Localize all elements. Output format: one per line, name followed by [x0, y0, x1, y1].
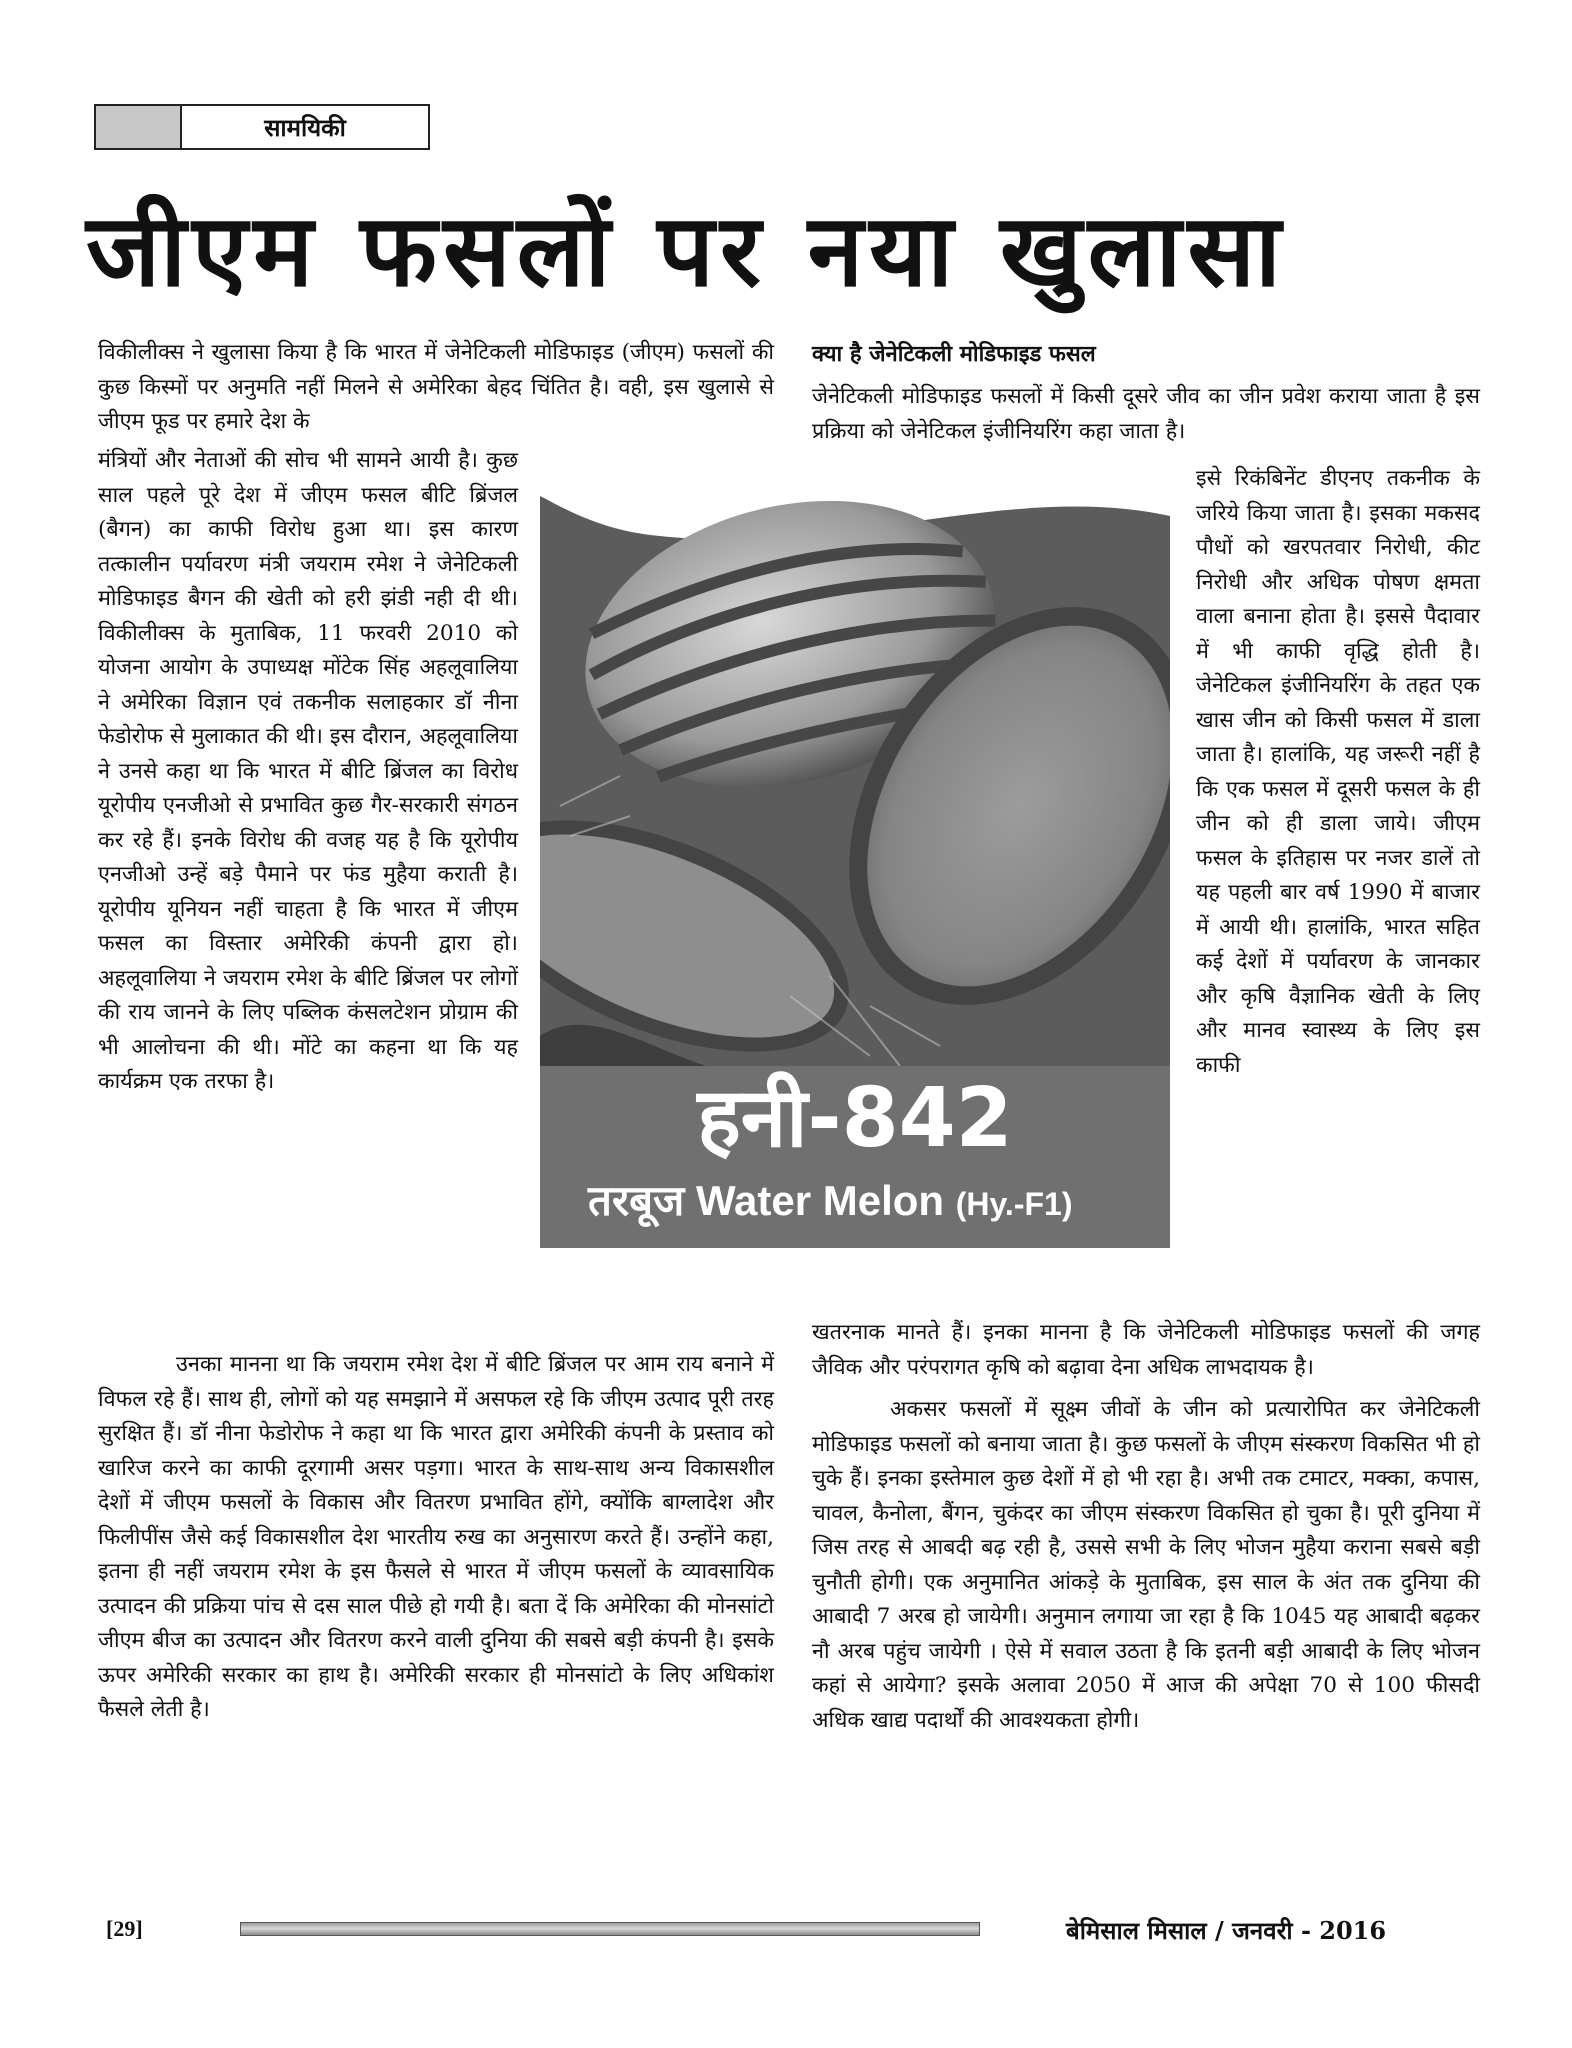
watermelon-photo	[540, 476, 1170, 1076]
left-column-top	[98, 336, 774, 440]
left-paragraph-bottom: उनका मानना था कि जयराम रमेश देश में बीटि ब्रिंजल पर आम राय बनाने में विफल रहे हैं। साथ ही, लोगों को यह समझाने में असफल रहे कि जीएम उत्पाद पूरी तरह सुरक्षित हैं। डॉ नीना फेडोरोफ ने कहा था कि भारत द्वारा अमेरिकी कंपनी के प्रस्ताव को खारिज करने का काफी दूरगामी असर पड़गा। भारत के साथ-साथ अन्य विकासशील देशों में जीएम फसलों के विकास और वितरण प्रभावित होंगे, क्योंकि बाग्लादेश और फिलीपींस जैसे कई विकासशील देश भारतीय रुख का अनुसारण करते हैं। उन्होंने कहा, इतना ही नहीं जयराम रमेश के इस फैसले से भारत में जीएम फसलों के व्यावसायिक उत्पादन की प्रक्रिया पांच से दस साल पीछे हो गयी है। बता दें कि अमेरिका की मोनसांटो जीएम बीज का उत्पादन और वितरण करने वाली दुनिया की सबसे बड़ी कंपनी है। इसके ऊपर अमेरिकी सरकार का हाथ है। अमेरिकी सरकार ही मोनसांटो के लिए अधिकांश फैसले लेती है।	[98, 1352, 774, 1722]
footer-rule	[240, 1922, 980, 1936]
right-column-top	[812, 380, 1480, 449]
right-paragraph-population: अकसर फसलों में सूक्ष्म जीवों के जीन को प्रत्यारोपित कर जेनेटिकली मोडिफाइड फसलों को बनाया जाता है। कुछ फसलों के जीएम संस्करण विकसित भी हो चुके हैं। इनका इस्तेमाल कुछ देशों में हो भी रहा है। अभी तक टमाटर, मक्का, कपास, चावल, कैनोला, बैंगन, चुकंदर का जीएम संस्करण विकसित हो चुका है। पूरी दुनिया में जिस तरह से आबदी बढ़ रही है, उससे सभी के लिए भोजन मुहैया कराना सबसे बड़ी चुनौती होगी। एक अनुमानित आंकड़े के मुताबिक, इस साल के अंत तक दुनिया की आबादी 7 अरब हो जायेगी। अनुमान लगाया जा रहा है कि 1045 यह आबादी बढ़कर नौ अरब पहुंच जायेगी । ऐसे में सवाल उठता है कि इतनी बड़ी आबादी के लिए भोजन कहां से आयेगा? इसके अलावा 2050 में आज की अपेक्षा 70 से 100 फीसदी अधिक खाद्य पदार्थों की आवश्यकता होगी।	[812, 1397, 1480, 1733]
page-number: [29]	[106, 1916, 143, 1941]
left-paragraph-wrap: मंत्रियों और नेताओं की सोच भी सामने आयी है। कुछ साल पहले पूरे देश में जीएम फसल बीटि ब्रिंजल (बैगन) का काफी विरोध हुआ था। इस कारण तत्कालीन पर्यावरण मंत्री जयराम रमेश ने जेनेटिकली मोडिफाइड बैगन की खेती को हरी झंडी नही दी थी। विकीलीक्स के मुताबिक, 11 फरवरी 2010 को योजना आयोग के उपाध्यक्ष मोंटेक सिंह अहलूवालिया ने अमेरिका विज्ञान एवं तकनीक सलाहकार डॉ नीना फेडोरोफ से मुलाकात की थी। इस दौरान, अहलूवालिया ने उनसे कहा था कि भारत में बीटि ब्रिंजल का विरोध यूरोपीय एनजीओ से प्रभावित कुछ गैर-सरकारी संगठन कर रहे हैं। इनके विरोध की वजह यह है कि यूरोपीय एनजीओ उन्हें बड़े पैमाने पर फंड मुहैया कराती है। यूरोपीय यूनियन नहीं चाहता है कि भारत में जीएम फसल का विस्तार अमेरिकी कंपनी द्वारा हो। अहलूवालिया ने जयराम रमेश के बीटि ब्रिंजल पर लोगों की राय जानने के लिए पब्लिक कंसलटेशन प्रोग्राम की भी आलोचना की थी। मोंटे का कहना था कि यह कार्यक्रम एक तरफा है।	[98, 448, 518, 1094]
left-paragraph-intro: विकीलीक्स ने खुलासा किया है कि भारत में जेनेटिकली मोडिफाइड (जीएम) फसलों की कुछ किस्मों पर अनुमति नहीं मिलने से अमेरिका बेहद चिंतित है। वही, इस खुलासे से जीएम फूड पर हमारे देश के	[98, 340, 774, 434]
right-column-wrap	[1196, 462, 1480, 1083]
section-tag	[94, 104, 430, 150]
watermelon-ad-image	[540, 476, 1170, 1248]
product-name	[588, 1176, 1168, 1229]
right-subheading: क्या है जेनेटिकली मोडिफाइड फसल	[812, 342, 1096, 367]
section-tag-shade	[96, 106, 182, 148]
left-column-bottom	[98, 1348, 774, 1728]
product-prefix: तरबूज	[588, 1177, 685, 1224]
section-tag-label: सामयिकी	[264, 112, 346, 142]
right-paragraph-bottom: खतरनाक मानते हैं। इनका मानना है कि जेनेटिकली मोडिफाइड फसलों की जगह जैविक और परंपरागत कृषि को बढ़ावा देना अधिक लाभदायक है।	[812, 1320, 1480, 1380]
product-suffix: (Hy.-F1)	[955, 1186, 1073, 1222]
variety-name: हनी-842	[697, 1071, 1013, 1166]
magazine-issue: बेमिसाल मिसाल / जनवरी - 2016	[1066, 1916, 1387, 1945]
headline: जीएम फसलों पर नया खुलासा	[86, 192, 1287, 309]
right-paragraph-wrap: इसे रिकंबिनेंट डीएनए तकनीक के जरिये किया जाता है। इसका मकसद पौधों को खरपतवार निरोधी, कीट निरोधी और अधिक पोषण क्षमता वाला बनाना होता है। इससे पैदावार में भी काफी वृद्धि होती है। जेनेटिकल इंजीनियरिंग के तहत एक खास जीन को किसी फसल में डाला जाता है। हालांकि, यह जरूरी नहीं है कि एक फसल में दूसरी फसल के ही जीन को ही डाला जाये। जीएम फसल के इतिहास पर नजर डालें तो यह पहली बार वर्ष 1990 में बाजार में आयी थी। हालांकि, भारत सहित कई देशों में पर्यावरण के जानकार और कृषि वैज्ञानिक खेती के लिए और मानव स्वास्थ्य के लिए इस काफी	[1196, 466, 1480, 1078]
left-column-wrap	[98, 444, 518, 1100]
right-column-bottom	[812, 1316, 1480, 1738]
product-english: Water Melon	[695, 1177, 945, 1224]
right-paragraph-intro: जेनेटिकली मोडिफाइड फसलों में किसी दूसरे जीव का जीन प्रवेश कराया जाता है इस प्रक्रिया को जेनेटिकल इंजीनियरिंग कहा जाता है।	[812, 384, 1480, 444]
